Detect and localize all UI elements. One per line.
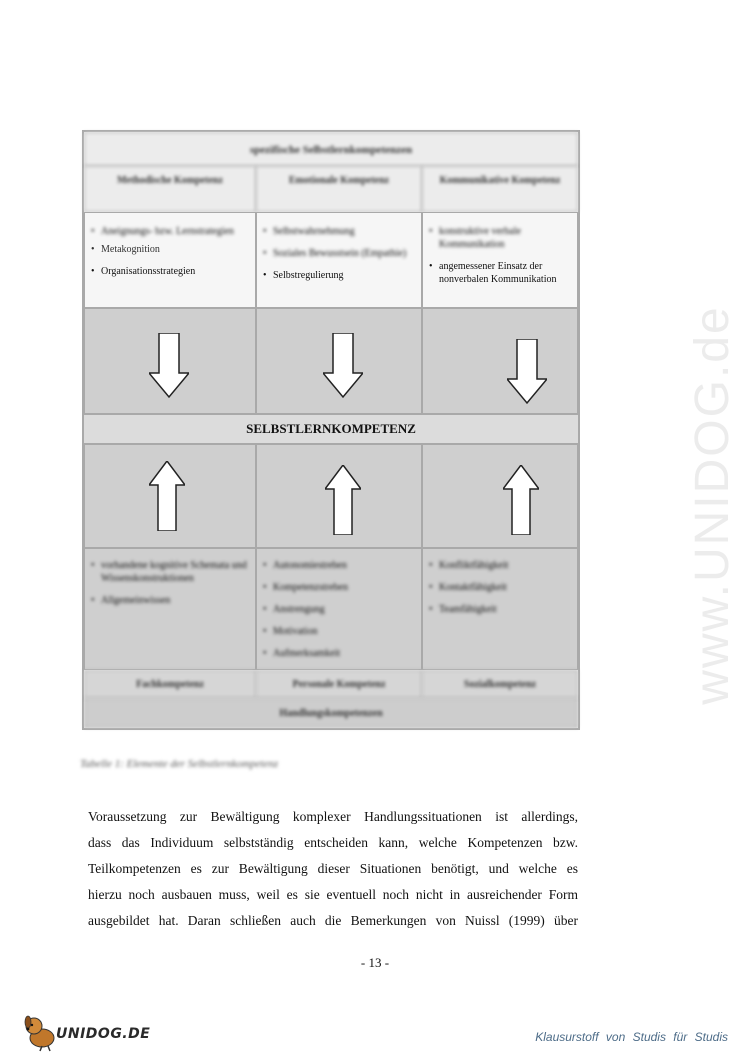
list-item: • Aufmerksamkeit [263,647,413,660]
up-arrow-cell-2 [256,444,422,548]
arrow-down-icon [507,339,547,405]
base-competence-1: Fachkompetenz [84,670,256,698]
body-line: Voraussetzung zur Bewältigung komplexer Handlungssituationen ist allerdings, [88,809,578,824]
top-items-methodical [84,212,256,308]
list-item: • konstruktive verbale Kommunikation [429,225,567,251]
page-number: - 13 - [360,955,390,970]
list-item: • Aneignungs- bzw. Lernstrategien [91,225,245,238]
list-item: • Organisationsstrategien [91,265,245,278]
list-item: • Kompetenzstreben [263,581,413,594]
column-header-emotional: Emotionale Kompetenz [256,166,422,212]
column-header-communicative: Kommunikative Kompetenz [422,166,578,212]
center-label: SELBSTLERNKOMPETENZ [84,414,578,444]
top-items-communicative [422,212,578,308]
down-arrow-cell-2 [256,308,422,414]
list-item: • Kontaktfähigkeit [429,581,569,594]
watermark: www.UNIDOG.de [686,305,739,705]
list-item: • angemessener Einsatz der nonverbalen Kommunikation [429,260,567,286]
up-arrow-cell-1 [84,444,256,548]
competence-table [82,130,580,730]
down-arrow-cell-3 [422,308,578,414]
arrow-up-icon [325,465,361,535]
body-line: Teilkompetenzen es zur Bewältigung dieser Situationen benötigt, und welche es [88,861,578,876]
bottom-items-emotional [256,548,422,670]
body-line: hierzu noch ausbauen muss, weil es sie eventuell noch nicht in ausreichender Form [88,887,578,902]
list-item: • Motivation [263,625,413,638]
column-header-methodical: Methodische Kompetenz [84,166,256,212]
footer-slogan: Klausurstoff von Studis für Studis [535,1030,728,1044]
dog-logo-icon [20,1012,60,1052]
list-item: • Metakognition [91,243,245,256]
list-item: • Autonomiestreben [263,559,413,572]
arrow-down-icon [323,333,363,399]
list-item: • Konfliktfähigkeit [429,559,569,572]
list-item: • vorhandene kognitive Schemata und Wissenskonstruktionen [91,559,247,585]
bottom-items-communicative [422,548,578,670]
base-competence-3: Sozialkompetenz [422,670,578,698]
logo-text: UNIDOG.DE [56,1026,151,1042]
arrow-up-icon [503,465,539,535]
list-item: • Selbstwahrnehmung [263,225,411,238]
top-items-emotional [256,212,422,308]
arrow-down-icon [149,333,189,399]
list-item: • Selbstregulierung [263,269,411,282]
table-caption: Tabelle 1: Elemente der Selbstlernkompetenz [80,758,279,770]
table-title: spezifische Selbstlernkompetenzen [84,132,578,166]
body-paragraph [88,804,578,934]
arrow-up-icon [149,461,185,531]
body-line: dass das Individuum selbstständig entscheiden kann, welche Kompetenzen bzw. [88,835,578,850]
up-arrow-cell-3 [422,444,578,548]
bottom-items-methodical [84,548,256,670]
table-footer: Handlungskompetenzen [84,698,578,728]
base-competence-2: Personale Kompetenz [256,670,422,698]
list-item: • Anstrengung [263,603,413,616]
down-arrow-cell-1 [84,308,256,414]
list-item: • Teamfähigkeit [429,603,569,616]
body-line: ausgebildet hat. Daran schließen auch die Bemerkungen von Nuissl (1999) über [88,913,578,928]
list-item: • Allgemeinwissen [91,594,247,607]
list-item: • Soziales Bewusstsein (Empathie) [263,247,411,260]
